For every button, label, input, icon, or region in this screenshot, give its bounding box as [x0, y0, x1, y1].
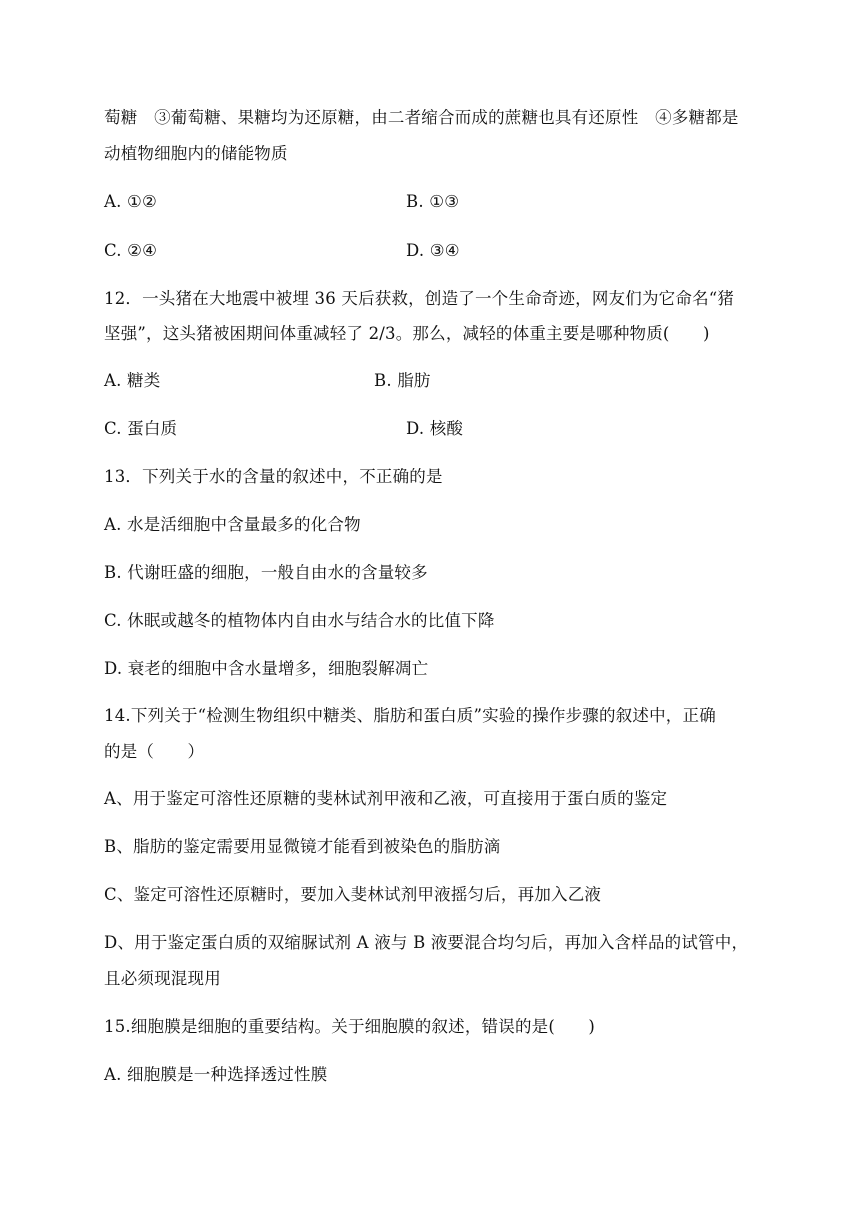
- question-13-stem: 13．下列关于水的含量的叙述中，不正确的是: [104, 467, 443, 486]
- question-13-option-b: B. 代谢旺盛的细胞，一般自由水的含量较多: [104, 563, 428, 582]
- question-12-stem-line1: 12．一头猪在大地震中被埋 36 天后获救，创造了一个生命奇迹，网友们为它命名“猪: [104, 289, 735, 308]
- question-14-option-c: C、鉴定可溶性还原糖时，要加入斐林试剂甲液摇匀后，再加入乙液: [104, 885, 602, 904]
- question-12-option-d: D. 核酸: [406, 419, 464, 438]
- question-14-option-d-line1: D、用于鉴定蛋白质的双缩脲试剂 A 液与 B 液要混合均匀后，再加入含样品的试管中，: [104, 933, 749, 952]
- question-13-option-d: D. 衰老的细胞中含水量增多，细胞裂解凋亡: [104, 659, 429, 678]
- prev-question-text-line1: 萄糖 ③葡萄糖、果糖均为还原糖，由二者缩合而成的蔗糖也具有还原性 ④多糖都是: [104, 108, 739, 127]
- question-14-option-b: B、脂肪的鉴定需要用显微镜才能看到被染色的脂肪滴: [104, 837, 501, 856]
- question-14-stem-line2: 的是（ ）: [104, 742, 205, 761]
- question-13-option-c: C. 休眠或越冬的植物体内自由水与结合水的比值下降: [104, 611, 495, 630]
- question-12-stem-line2: 坚强”，这头猪被困期间体重减轻了 2/3。那么，减轻的体重主要是哪种物质( ): [104, 324, 710, 343]
- question-13-option-a: A. 水是活细胞中含量最多的化合物: [104, 515, 361, 534]
- prev-question-option-a: A. ①②: [104, 192, 157, 211]
- question-14-option-a: A、用于鉴定可溶性还原糖的斐林试剂甲液和乙液，可直接用于蛋白质的鉴定: [104, 789, 668, 808]
- prev-question-option-d: D. ③④: [406, 241, 460, 260]
- prev-question-text-line2: 动植物细胞内的储能物质: [104, 144, 288, 163]
- question-14-stem-line1: 14.下列关于“检测生物组织中糖类、脂肪和蛋白质”实验的操作步骤的叙述中，正确: [104, 706, 716, 725]
- question-14-option-d-line2: 且必须现混现用: [104, 969, 221, 988]
- question-12-option-c: C. 蛋白质: [104, 419, 178, 438]
- question-15-stem: 15.细胞膜是细胞的重要结构。关于细胞膜的叙述，错误的是( ): [104, 1017, 596, 1036]
- question-12-option-b: B. 脂肪: [374, 371, 431, 390]
- prev-question-option-b: B. ①③: [406, 192, 460, 211]
- question-15-option-a: A. 细胞膜是一种选择透过性膜: [104, 1065, 328, 1084]
- question-12-option-a: A. 糖类: [104, 371, 161, 390]
- prev-question-option-c: C. ②④: [104, 241, 158, 260]
